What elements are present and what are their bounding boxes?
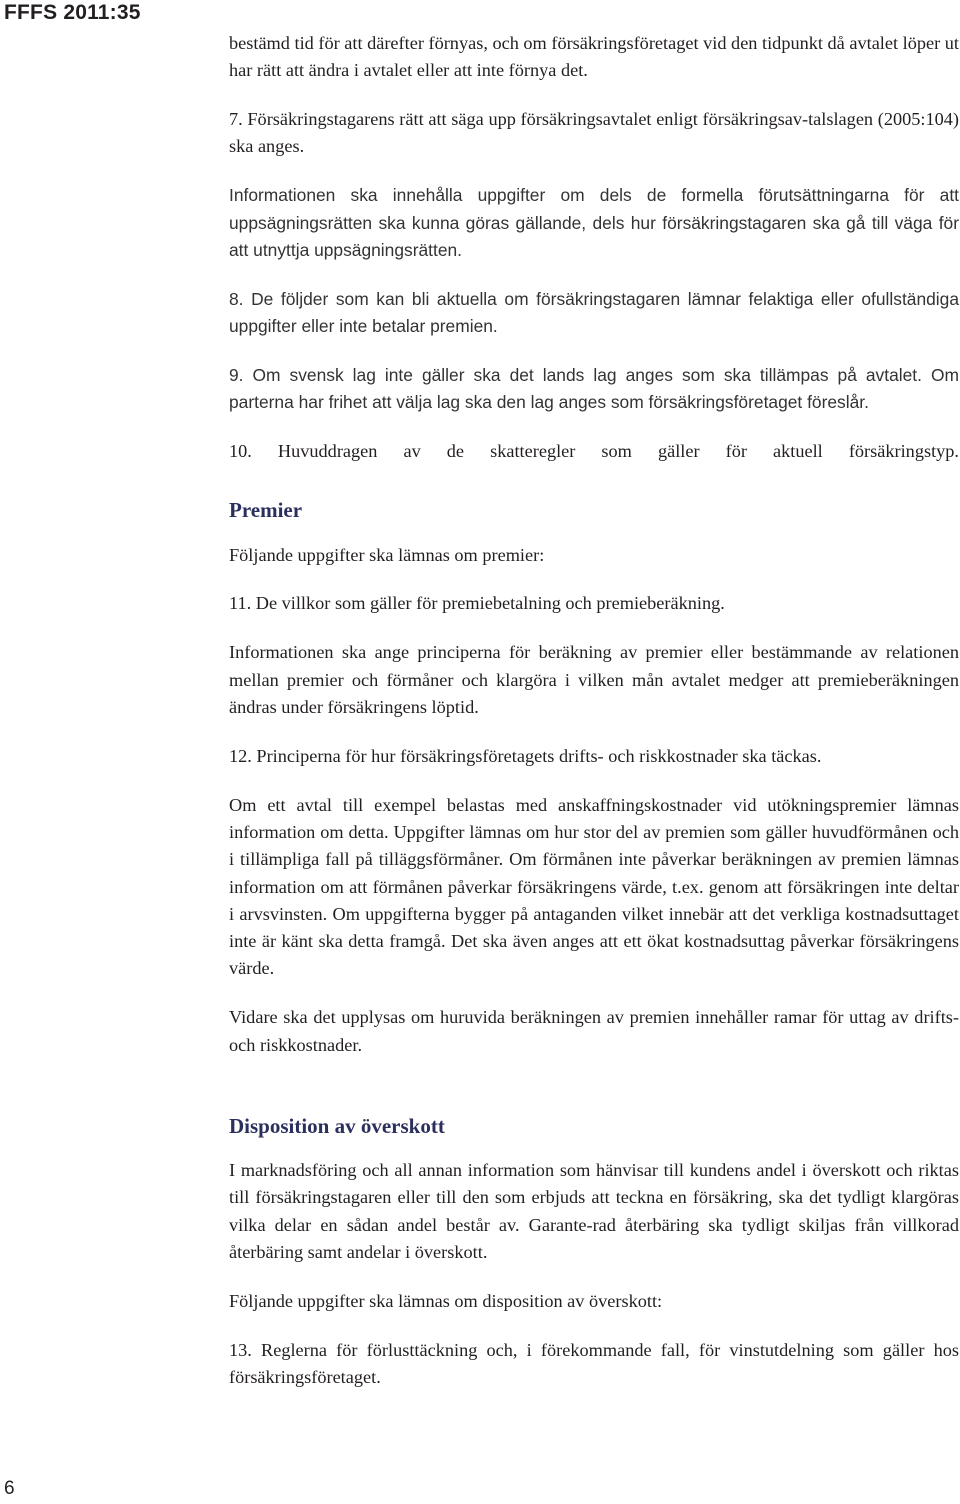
page-number: 6 xyxy=(4,1478,15,1499)
premier-intro: Följande uppgifter ska lämnas om premier: xyxy=(229,544,545,565)
paragraph-marknadsforing: I marknadsföring och all annan information som hänvisar till kundens andel i överskott och riktas till försäkringstagaren eller till den som erbjuds att teckna en försäkring, ska det tydligt klargöras vilka delar en sådan andel består av. Garante-rad återbäring ska tydligt skiljas från villkorad återbäring samt andelar i överskott. xyxy=(229,1159,959,1262)
section-heading-premier: Premier xyxy=(229,497,303,522)
page-content xyxy=(229,30,959,1413)
list-item-10: 10. Huvuddragen av de skatteregler som gäller för aktuell försäkringstyp. xyxy=(229,441,959,462)
document-header: FFFS 2011:35 xyxy=(4,1,141,24)
list-item-11: 11. De villkor som gäller för premiebetalning och premieberäkning. xyxy=(229,593,725,614)
paragraph-kostnader: Om ett avtal till exempel belastas med anskaffningskostnader vid utökningspremier lämnas information om detta. Uppgifter lämnas om hur stor del av premien som gäller huvudförmånen och i tillämpliga fall på tilläggsförmåner. Om förmånen inte påverkar beräkningen av premien lämnas information om att förmånen påverkar försäkringens värde, t.ex. genom att försäkringen inte deltar i arvsvinsten. Om uppgifterna bygger på antaganden vilket innebär att det verkliga kostnadsuttaget inte är känt ska detta framgå. Det ska även anges att ett ökat kostnadsuttag påverkar försäkringens värde. xyxy=(229,794,959,979)
section-heading-disposition: Disposition av överskott xyxy=(229,1113,445,1138)
list-item-12: 12. Principerna för hur försäkringsföretagets drifts- och riskkostnader ska täckas. xyxy=(229,745,822,766)
list-item-7: 7. Försäkringstagarens rätt att säga upp försäkringsavtalet enligt försäkringsav-talslagen (2005:104) ska anges. xyxy=(229,109,959,157)
paragraph-continuation: bestämd tid för att därefter förnyas, och om försäkringsföretaget vid den tidpunkt då avtalet löper ut har rätt att ändra i avtalet eller att inte förnya det. xyxy=(229,33,960,81)
paragraph-premie-principer: Informationen ska ange principerna för beräkning av premier eller bestämmande av relationen mellan premier och förmåner och klargöra i vilken mån avtalet medger att premieberäkningen ändras under försäkringens löptid. xyxy=(229,642,959,717)
paragraph-info-uppsagning: Informationen ska innehålla uppgifter om dels de formella förutsättningarna för att uppsägningsrätten ska kunna göras gällande, dels hur försäkringstagaren ska gå till väga för att utnyttja uppsägningsrätten. xyxy=(229,185,959,260)
list-item-8: 8. De följder som kan bli aktuella om försäkringstagaren lämnar felaktiga eller ofullständiga uppgifter eller inte betalar premien. xyxy=(229,288,959,337)
paragraph-ramar: Vidare ska det upplysas om huruvida beräkningen av premien innehåller ramar för uttag av drifts- och riskkostnader. xyxy=(229,1007,959,1055)
disposition-intro: Följande uppgifter ska lämnas om disposition av överskott: xyxy=(229,1290,663,1311)
list-item-13: 13. Reglerna för förlusttäckning och, i förekommande fall, för vinstutdelning som gäller hos försäkringsföretaget. xyxy=(229,1339,959,1387)
list-item-9: 9. Om svensk lag inte gäller ska det lands lag anges som ska tillämpas på avtalet. Om parterna har frihet att välja lag ska den lag anges som försäkringsföretaget föreslår. xyxy=(229,365,959,413)
